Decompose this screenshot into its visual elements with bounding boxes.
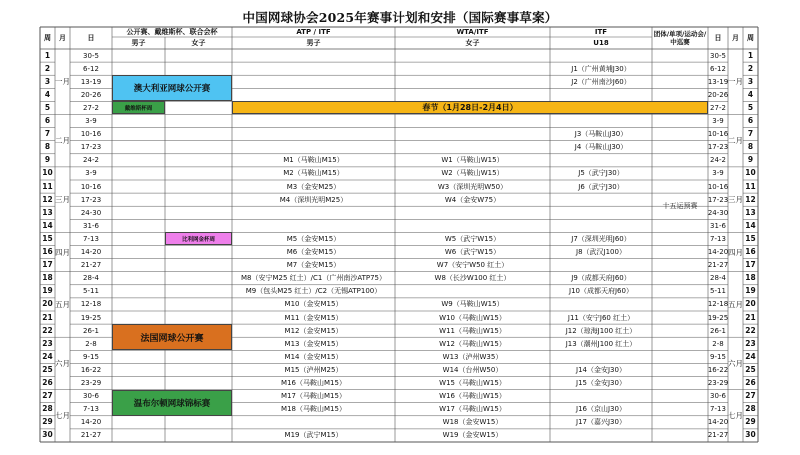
itf-event: J2（广州南沙J60） [571,77,631,86]
date-range-right: 9-15 [710,352,726,361]
week-number-right: 14 [745,220,756,230]
month-label: 六月 [55,358,70,368]
date-range: 30-5 [83,51,99,60]
date-range: 23-29 [80,379,102,388]
month-label: 二月 [55,136,70,146]
atp-event: M15（泸州M25） [284,365,343,374]
wta-event: W16（马鞍山W15） [439,392,506,401]
atp-event: M3（金安M25） [286,182,341,191]
davis-cup-band: 戴维斯杯周 [112,101,165,114]
date-range-right: 7-13 [710,234,726,243]
date-range: 10-16 [80,130,102,139]
itf-event: J14（金安J30） [576,365,626,374]
month-label: 五月 [55,299,70,309]
month-label-right: 四月 [728,247,743,257]
date-range: 26-1 [83,326,99,335]
month-label-right: 三月 [728,195,743,205]
week-number-right: 23 [745,338,756,348]
date-range-right: 17-23 [708,195,728,204]
date-range-right: 30-5 [710,51,726,60]
itf-event: J7（深圳光明J60） [571,234,631,243]
date-range: 13-19 [80,77,102,86]
month-label-right: 二月 [728,136,743,146]
itf-event: J11（安宁J60 红土） [567,313,635,322]
week-number: 27 [42,391,53,401]
date-range: 6-12 [83,64,99,73]
itf-event: J10（成都天府J60） [569,287,633,296]
week-number-right: 28 [745,404,756,414]
week-number-right: 22 [745,325,756,335]
atp-event: M14（金安M15） [284,352,343,361]
wta-event: W10（马鞍山W15） [439,313,506,322]
date-range-right: 26-1 [710,326,726,335]
date-range: 16-22 [80,365,102,374]
week-number-right: 16 [745,247,756,257]
date-range-right: 27-2 [710,103,726,112]
month-label-right: 五月 [728,299,743,309]
atp-event: M6（金安M15） [286,248,341,257]
atp-event: M5（金安M15） [286,234,341,243]
week-number-right: 7 [747,129,754,139]
wta-event: W7（安宁W50 红土） [436,261,509,270]
wta-event: W17（马鞍山W15） [439,405,506,414]
week-number: 15 [42,233,53,243]
atp-event: M8（安宁M25 红土）/C1（广州南沙ATP75） [240,274,386,283]
week-number: 19 [42,286,53,296]
atp-event: M1（马鞍山M15） [283,156,344,165]
week-number-right: 1 [747,50,754,60]
date-range: 14-20 [80,418,102,427]
atp-event: M17（马鞍山M15） [281,392,346,401]
header-team: 团体/单项/运动会/中巡赛 [653,30,707,46]
header-gs-men: 男子 [131,39,146,47]
itf-event: J12（琼海J100 红土） [565,326,637,335]
week-number-right: 20 [745,299,756,309]
month-label: 三月 [55,195,70,205]
atp-event: M19（武宁M15） [284,431,343,440]
month-label-right: 一月 [728,77,743,87]
date-range: 7-13 [83,234,99,243]
week-number-right: 12 [745,194,756,204]
week-number-right: 9 [747,155,754,165]
itf-event: J3（马鞍山J30） [574,130,628,139]
week-number-right: 18 [745,273,756,283]
week-number: 28 [42,404,53,414]
month-label: 七月 [55,411,70,421]
date-range-right: 10-16 [708,182,728,191]
week-number: 21 [42,312,53,322]
atp-event: M4（深圳光明M25） [279,195,348,204]
week-number: 20 [42,299,53,309]
header-itf: ITF [594,28,608,36]
itf-event: J4（马鞍山J30） [574,143,628,152]
header-grand-slam: 公开赛、戴维斯杯、联合会杯 [126,28,218,36]
week-number: 6 [44,116,51,126]
week-number-right: 24 [745,351,756,361]
wta-event: W2（马鞍山W15） [441,169,504,178]
week-number-right: 30 [745,430,756,440]
date-range-right: 21-27 [708,431,728,440]
date-range-right: 16-22 [708,365,728,374]
week-number: 2 [44,63,51,73]
date-range: 21-27 [80,261,102,270]
week-number-right: 25 [745,364,756,374]
date-range: 3-9 [85,117,97,126]
french-open-band: 法国网球公开赛 [112,324,232,350]
header-week-right: 周 [747,34,754,42]
wta-event: W13（泸州W35） [442,352,503,361]
spring-festival-band: 春节（1月28日-2月4日） [232,101,708,114]
atp-event: M12（金安M15） [284,326,343,335]
week-number: 13 [42,207,53,217]
date-range-right: 19-25 [708,313,728,322]
week-number-right: 4 [747,89,754,99]
week-number: 1 [44,50,51,60]
week-number: 16 [42,247,53,257]
header-wta-women: 女子 [465,39,480,47]
week-number: 8 [44,142,51,152]
australian-open-band: 澳大利亚网球公开赛 [112,75,232,101]
date-range: 20-26 [80,90,102,99]
header-month-right: 月 [732,34,739,42]
date-range: 17-23 [80,143,102,152]
header-u18: U18 [593,39,609,47]
week-number: 26 [42,378,53,388]
header-atp-men: 男子 [306,39,321,47]
week-number: 4 [44,89,51,99]
date-range-right: 6-12 [710,64,726,73]
date-range-right: 28-4 [710,274,726,283]
date-range-right: 21-27 [708,261,728,270]
date-range: 14-20 [80,248,102,257]
date-range-right: 12-18 [708,300,728,309]
atp-event: M18（马鞍山M15） [281,405,346,414]
week-number: 24 [42,351,53,361]
bjk-cup-band: 比利网金杯周 [165,232,232,245]
itf-event: J17（嘉兴J30） [576,418,626,427]
wta-event: W4（金安W75） [444,195,501,204]
week-number: 18 [42,273,53,283]
date-range-right: 3-9 [712,117,724,126]
date-range-right: 24-30 [708,208,728,217]
header-atp-itf: ATP / ITF [296,28,331,36]
week-number-right: 29 [745,417,756,427]
week-number: 17 [42,260,53,270]
date-range-right: 30-6 [710,392,726,401]
date-range-right: 10-16 [708,130,728,139]
wta-event: W9（马鞍山W15） [441,300,504,309]
date-range: 3-9 [85,169,97,178]
wta-event: W8（长沙W100 红土） [434,274,511,283]
date-range: 21-27 [80,431,102,440]
itf-event: J6（武宁J30） [578,182,624,191]
atp-event: M10（金安M15） [284,300,343,309]
header-month: 月 [59,34,66,42]
header-date-right: 日 [714,34,722,42]
week-number-right: 11 [745,181,756,191]
week-number-right: 13 [745,207,756,217]
date-range: 30-6 [83,392,99,401]
month-label-right: 六月 [728,358,743,368]
itf-event: J5（武宁J30） [578,169,624,178]
itf-event: J8（武汉J100） [576,248,626,257]
week-number: 5 [44,102,51,112]
date-range: 28-4 [83,274,99,283]
week-number: 11 [42,181,53,191]
header-gs-women: 女子 [191,39,206,47]
date-range: 19-25 [80,313,102,322]
date-range-right: 2-8 [712,339,724,348]
date-range-right: 14-20 [708,418,728,427]
atp-event: M7（金安M15） [286,261,341,270]
date-range-right: 31-6 [710,221,726,230]
date-range: 10-16 [80,182,102,191]
date-range-right: 17-23 [708,143,728,152]
week-number: 3 [44,76,51,86]
month-label: 一月 [55,77,70,87]
itf-event: J9（成都天府J60） [571,274,631,283]
wta-event: W6（武宁W15） [444,248,501,257]
week-number: 10 [42,168,53,178]
week-number-right: 26 [745,378,756,388]
date-range: 31-6 [83,221,99,230]
date-range-right: 14-20 [708,248,728,257]
date-range-right: 7-13 [710,405,726,414]
date-range-right: 5-11 [710,287,726,296]
wta-event: W12（马鞍山W15） [439,339,506,348]
date-range: 17-23 [80,195,102,204]
week-number: 9 [44,155,51,165]
week-number: 23 [42,338,53,348]
week-number-right: 15 [745,233,756,243]
wta-event: W19（金安W15） [442,431,503,440]
month-label-right: 七月 [728,411,743,421]
atp-event: M9（包头M25 红土）/C2（无锡ATP100） [245,287,382,296]
date-range: 24-30 [80,208,102,217]
week-number: 12 [42,194,53,204]
wta-event: W14（台州W50） [442,365,503,374]
week-number-right: 2 [747,63,754,73]
week-number: 14 [42,220,53,230]
wta-event: W1（马鞍山W15） [441,156,504,165]
week-number-right: 8 [747,142,754,152]
wta-event: W18（金安W15） [442,418,503,427]
week-number-right: 27 [745,391,756,401]
week-number-right: 10 [745,168,756,178]
date-range-right: 20-26 [708,90,728,99]
header-date: 日 [87,34,95,42]
month-label: 四月 [55,247,70,257]
date-range: 24-2 [83,156,99,165]
week-number: 25 [42,364,53,374]
week-number: 7 [44,129,51,139]
wimbledon-band: 温布尔顿网球锦标赛 [112,390,232,416]
week-number-right: 6 [747,116,754,126]
atp-event: M2（马鞍山M15） [283,169,344,178]
date-range: 5-11 [83,287,99,296]
itf-event: J13（潮州J100 红土） [565,339,637,348]
date-range: 27-2 [83,103,99,112]
national-games-prelim: 十五运预赛 [662,202,698,211]
wta-event: W11（马鞍山W15） [439,326,506,335]
wta-event: W5（武宁W15） [444,234,501,243]
date-range-right: 3-9 [712,169,724,178]
week-number: 22 [42,325,53,335]
date-range: 12-18 [80,300,102,309]
date-range: 2-8 [85,339,97,348]
date-range: 7-13 [83,405,99,414]
itf-event: J1（广州黄埔J30） [571,64,631,73]
date-range-right: 13-19 [708,77,728,86]
wta-event: W3（深圳光明W50） [437,182,508,191]
week-number: 30 [42,430,53,440]
week-number: 29 [42,417,53,427]
itf-event: J16（京山J30） [576,405,626,414]
week-number-right: 3 [747,76,754,86]
header-week: 周 [44,34,51,42]
date-range-right: 23-29 [708,379,728,388]
date-range: 9-15 [83,352,99,361]
atp-event: M13（金安M15） [284,339,343,348]
page-title: 中国网球协会2025年赛事计划和安排（国际赛事草案） [242,10,558,25]
date-range-right: 24-2 [710,156,726,165]
wta-event: W15（马鞍山W15） [439,379,506,388]
header-wta-itf: WTA/ITF [456,28,489,36]
week-number-right: 21 [745,312,756,322]
itf-event: J15（金安J30） [576,379,626,388]
atp-event: M16（马鞍山M15） [281,379,346,388]
week-number-right: 5 [747,102,754,112]
week-number-right: 19 [745,286,756,296]
atp-event: M11（金安M15） [284,313,343,322]
week-number-right: 17 [745,260,756,270]
